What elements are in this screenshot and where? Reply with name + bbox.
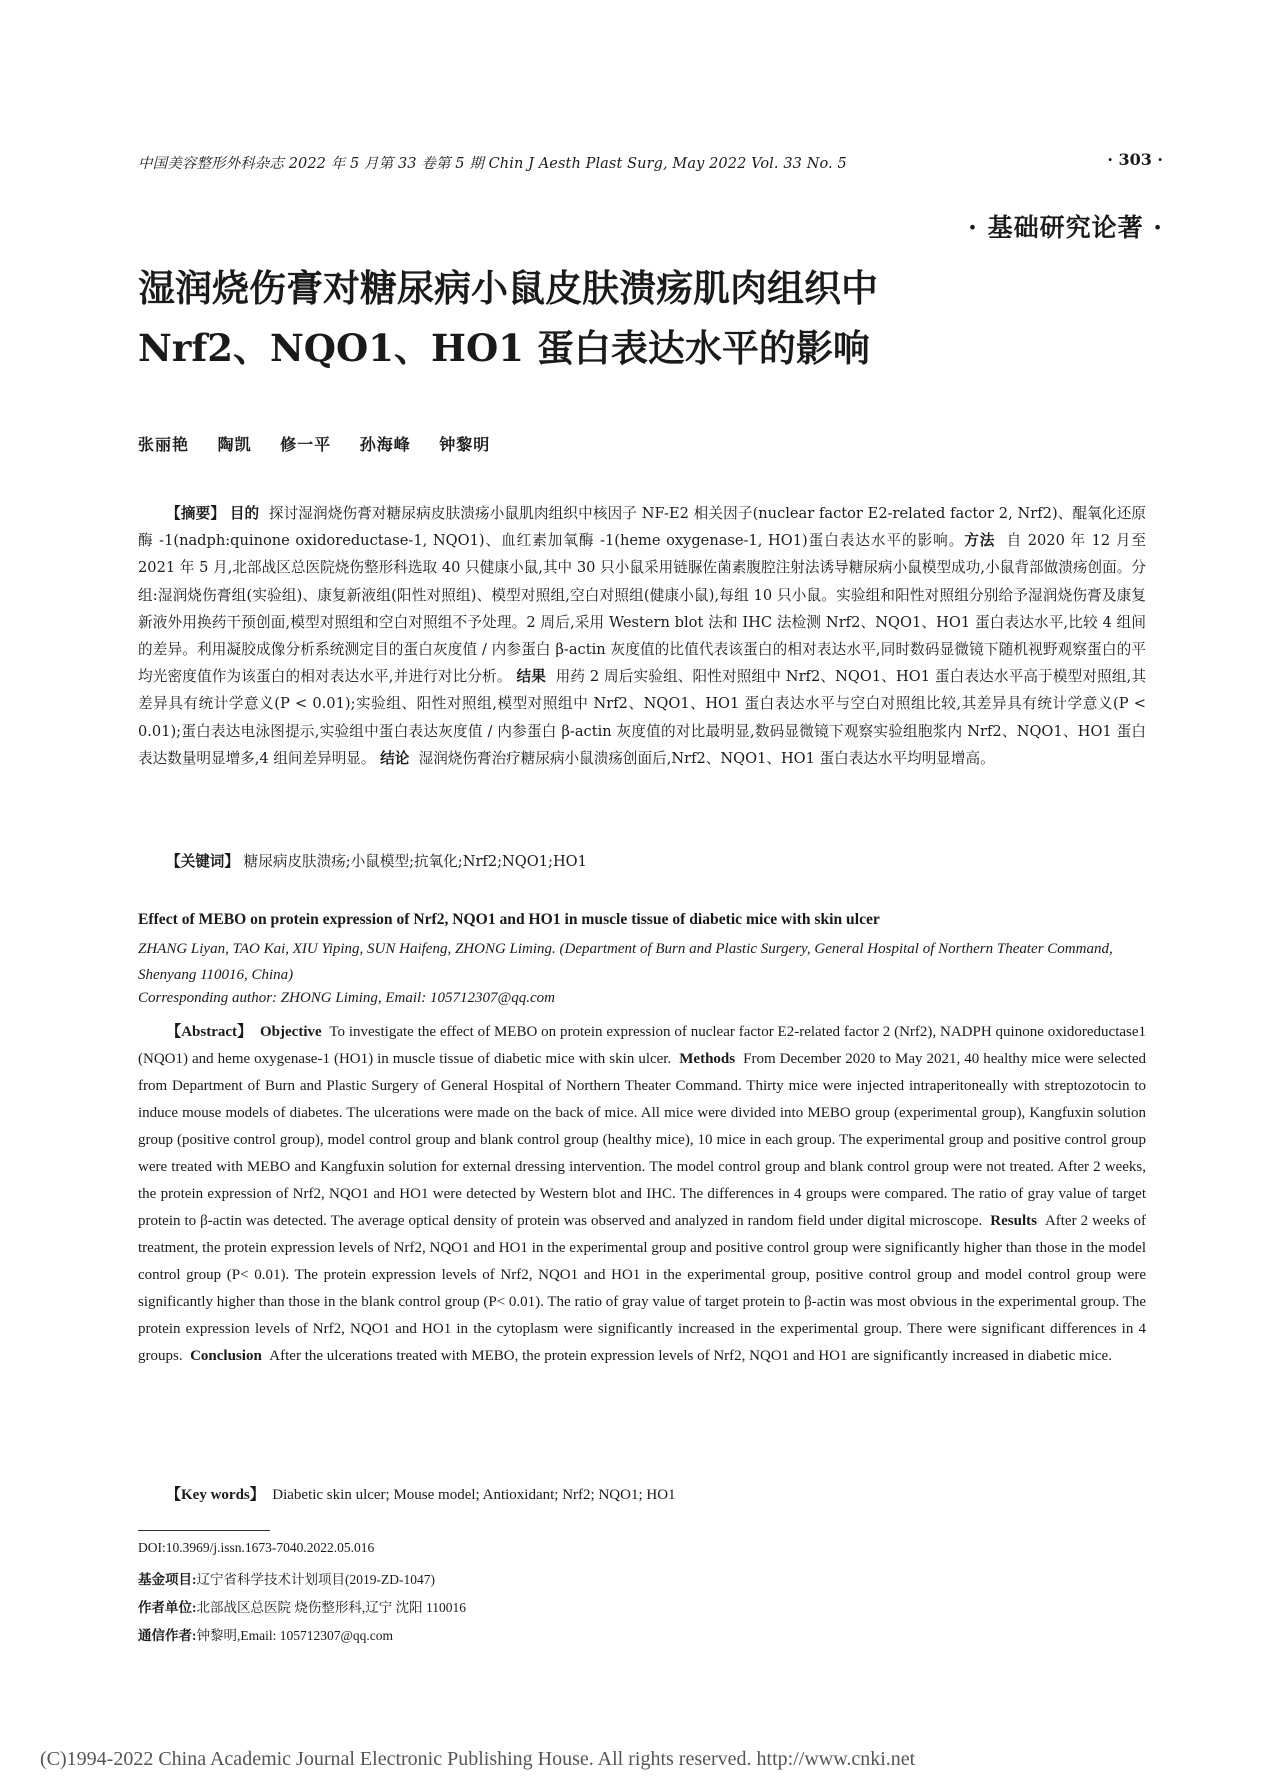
running-header: 中国美容整形外科杂志 2022 年 5 月第 33 卷第 5 期 Chin J Aesth Plast Surg, May 2022 Vol. 33 No. 5	[138, 156, 847, 172]
corresponding-author: Corresponding author: ZHONG Liming, Email: 105712307@qq.com	[138, 990, 556, 1006]
chinese-keywords	[166, 850, 587, 871]
keywords-text: 糖尿病皮肤溃疡;小鼠模型;抗氧化;Nrf2;NQO1;HO1	[243, 853, 587, 870]
fund-note	[138, 1568, 435, 1588]
english-authors-affiliation: ZHANG Liyan, TAO Kai, XIU Yiping, SUN Haifeng, ZHONG Liming. (Department of Burn and Plastic Surgery, General Hospital of Northern Theater Command, Shenyang 110016, China)	[138, 941, 1113, 983]
english-keywords	[166, 1483, 676, 1504]
fund-label: 基金项目:	[138, 1572, 197, 1587]
objective-text-en: To investigate the effect of MEBO on protein expression of nuclear factor E2-related factor 2 (Nrf2), NADPH quinone oxidoreductase1 (NQO1) and heme oxygenase-1 (HO1) in muscle tissue of diabetic mice with skin ulcer.	[138, 1024, 1147, 1067]
methods-label-en: Methods	[679, 1051, 736, 1067]
doi: DOI:10.3969/j.issn.1673-7040.2022.05.016	[138, 1540, 375, 1555]
keywords-label: 【关键词】	[166, 853, 239, 870]
section-label: · 基础研究论著 ·	[968, 213, 1163, 242]
methods-text: 自 2020 年 12 月至 2021 年 5 月,北部战区总医院烧伤整形科选取 40 只健康小鼠,其中 30 只小鼠采用链脲佐菌素腹腔注射法诱导糖尿病小鼠模型成功,小鼠背部做溃疡创面。分组:湿润烧伤膏组(实验组)、康复新液组(阳性对照组)、模型对照组,空白对照组(健康小鼠),每组 10 只小鼠。实验组和阳性对照组分别给予湿润烧伤膏及康复新液外用换药干预创面,模型对照组和空白对照组不予处理。2 周后,采用 Western blot 法和 IHC 法检测 Nrf2、NQO1、HO1 蛋白表达水平,比较 4 组间的差异。利用凝胶成像分析系统测定目的蛋白灰度值 / 内参蛋白 β-actin 灰度值的比值代表该蛋白的相对表达水平,同时数码显微镜下随机视野观察蛋白的平均光密度值作为该蛋白的相对表达水平,并进行对比分析。	[138, 532, 1146, 686]
chinese-abstract	[138, 500, 1146, 772]
correspondence-note	[138, 1624, 393, 1644]
fund-text: 辽宁省科学技术计划项目(2019-ZD-1047)	[196, 1572, 435, 1587]
footnote-divider	[138, 1530, 270, 1531]
article-title-line-2: Nrf2、NQO1、HO1 蛋白表达水平的影响	[138, 326, 870, 370]
results-label-en: Results	[990, 1213, 1037, 1229]
english-abstract	[138, 1019, 1146, 1370]
affiliation-note	[138, 1596, 466, 1616]
conclusion-text-en: After the ulcerations treated with MEBO, the protein expression levels of Nrf2, NQO1 and HO1 are significantly increased in diabetic mice.	[269, 1348, 1112, 1364]
english-title: Effect of MEBO on protein expression of Nrf2, NQO1 and HO1 in muscle tissue of diabetic mice with skin ulcer	[138, 911, 880, 928]
conclusion-text: 湿润烧伤膏治疗糖尿病小鼠溃疡创面后,Nrf2、NQO1、HO1 蛋白表达水平均明显增高。	[418, 749, 995, 767]
results-text-en: After 2 weeks of treatment, the protein expression levels of Nrf2, NQO1 and HO1 in the experimental group and positive control group were significantly higher than those in the model control group (P< 0.01). The protein expression levels of Nrf2, NQO1 and HO1 in the experimental group, positive control group and model control group were significantly higher than those in the blank control group (P< 0.01). The ratio of gray value of target protein to β-actin was most obvious in the experimental group. The protein expression levels of Nrf2, NQO1 and HO1 in the cytoplasm were significantly increased in the experimental group. There were significant differences in 4 groups.	[138, 1213, 1147, 1364]
abstract-label-en: 【Abstract】	[166, 1024, 253, 1040]
affiliation-text: 北部战区总医院 烧伤整形科,辽宁 沈阳 110016	[196, 1600, 466, 1615]
keywords-text-en: Diabetic skin ulcer; Mouse model; Antioxidant; Nrf2; NQO1; HO1	[272, 1487, 676, 1503]
keywords-label-en: 【Key words】	[166, 1487, 265, 1503]
article-title-line-1: 湿润烧伤膏对糖尿病小鼠皮肤溃疡肌肉组织中	[138, 266, 878, 310]
conclusion-label-en: Conclusion	[190, 1348, 262, 1364]
objective-text: 探讨湿润烧伤膏对糖尿病皮肤溃疡小鼠肌肉组织中核因子 NF-E2 相关因子(nuclear factor E2-related factor 2, Nrf2)、醌氧化还原酶 -1(nadph:quinone oxidoreductase-1, NQO1)、血红素加氧酶 -1(heme oxygenase-1, HO1)蛋白表达水平的影响。	[138, 505, 1146, 550]
objective-label: 目的	[229, 505, 260, 522]
results-text: 用药 2 周后实验组、阳性对照组中 Nrf2、NQO1、HO1 蛋白表达水平高于模型对照组,其差异具有统计学意义(P < 0.01);实验组、阳性对照组,模型对照组中 Nrf2、NQO1、HO1 蛋白表达水平与空白对照组比较,其差异具有统计学意义(P < 0.01);蛋白表达电泳图提示,实验组中蛋白表达灰度值 / 内参蛋白 β-actin 灰度值的对比最明显,数码显微镜下观察实验组胞浆内 Nrf2、NQO1、HO1 蛋白表达数量明显增多,4 组间差异明显。	[138, 668, 1147, 767]
methods-label: 方法	[964, 532, 996, 550]
objective-label-en: Objective	[260, 1024, 322, 1040]
correspondence-text: 钟黎明,Email: 105712307@qq.com	[196, 1628, 394, 1643]
methods-text-en: From December 2020 to May 2021, 40 healthy mice were selected from Department of Burn and Plastic Surgery of General Hospital of Northern Theater Command. Thirty mice were injected intraperitoneally with streptozotocin to induce mouse models of diabetes. The ulcerations were made on the back of mice. All mice were divided into MEBO group (experimental group), Kangfuxin solution group (positive control group), model control group and blank control group (healthy mice), 10 mice in each group. The experimental group and positive control group were treated with MEBO and Kangfuxin solution for external dressing intervention. The model control group and blank control group were not treated. After 2 weeks, the protein expression of Nrf2, NQO1 and HO1 were detected by Western blot and IHC. The differences in 4 groups were compared. The ratio of gray value of target protein to β-actin was detected. The average optical density of protein was observed and analyzed in random field under digital microscope.	[138, 1051, 1147, 1229]
author-list: 张丽艳 陶凯 修一平 孙海峰 钟黎明	[138, 435, 491, 454]
conclusion-label: 结论	[380, 749, 410, 767]
page-number: · 303 ·	[1107, 150, 1163, 169]
affiliation-label: 作者单位:	[138, 1600, 197, 1615]
copyright-footer: (C)1994-2022 China Academic Journal Electronic Publishing House. All rights reserved. http://www.cnki.net	[40, 1748, 916, 1770]
correspondence-label: 通信作者:	[138, 1628, 197, 1643]
abstract-label: 【摘要】	[166, 505, 226, 522]
results-label: 结果	[516, 668, 546, 686]
